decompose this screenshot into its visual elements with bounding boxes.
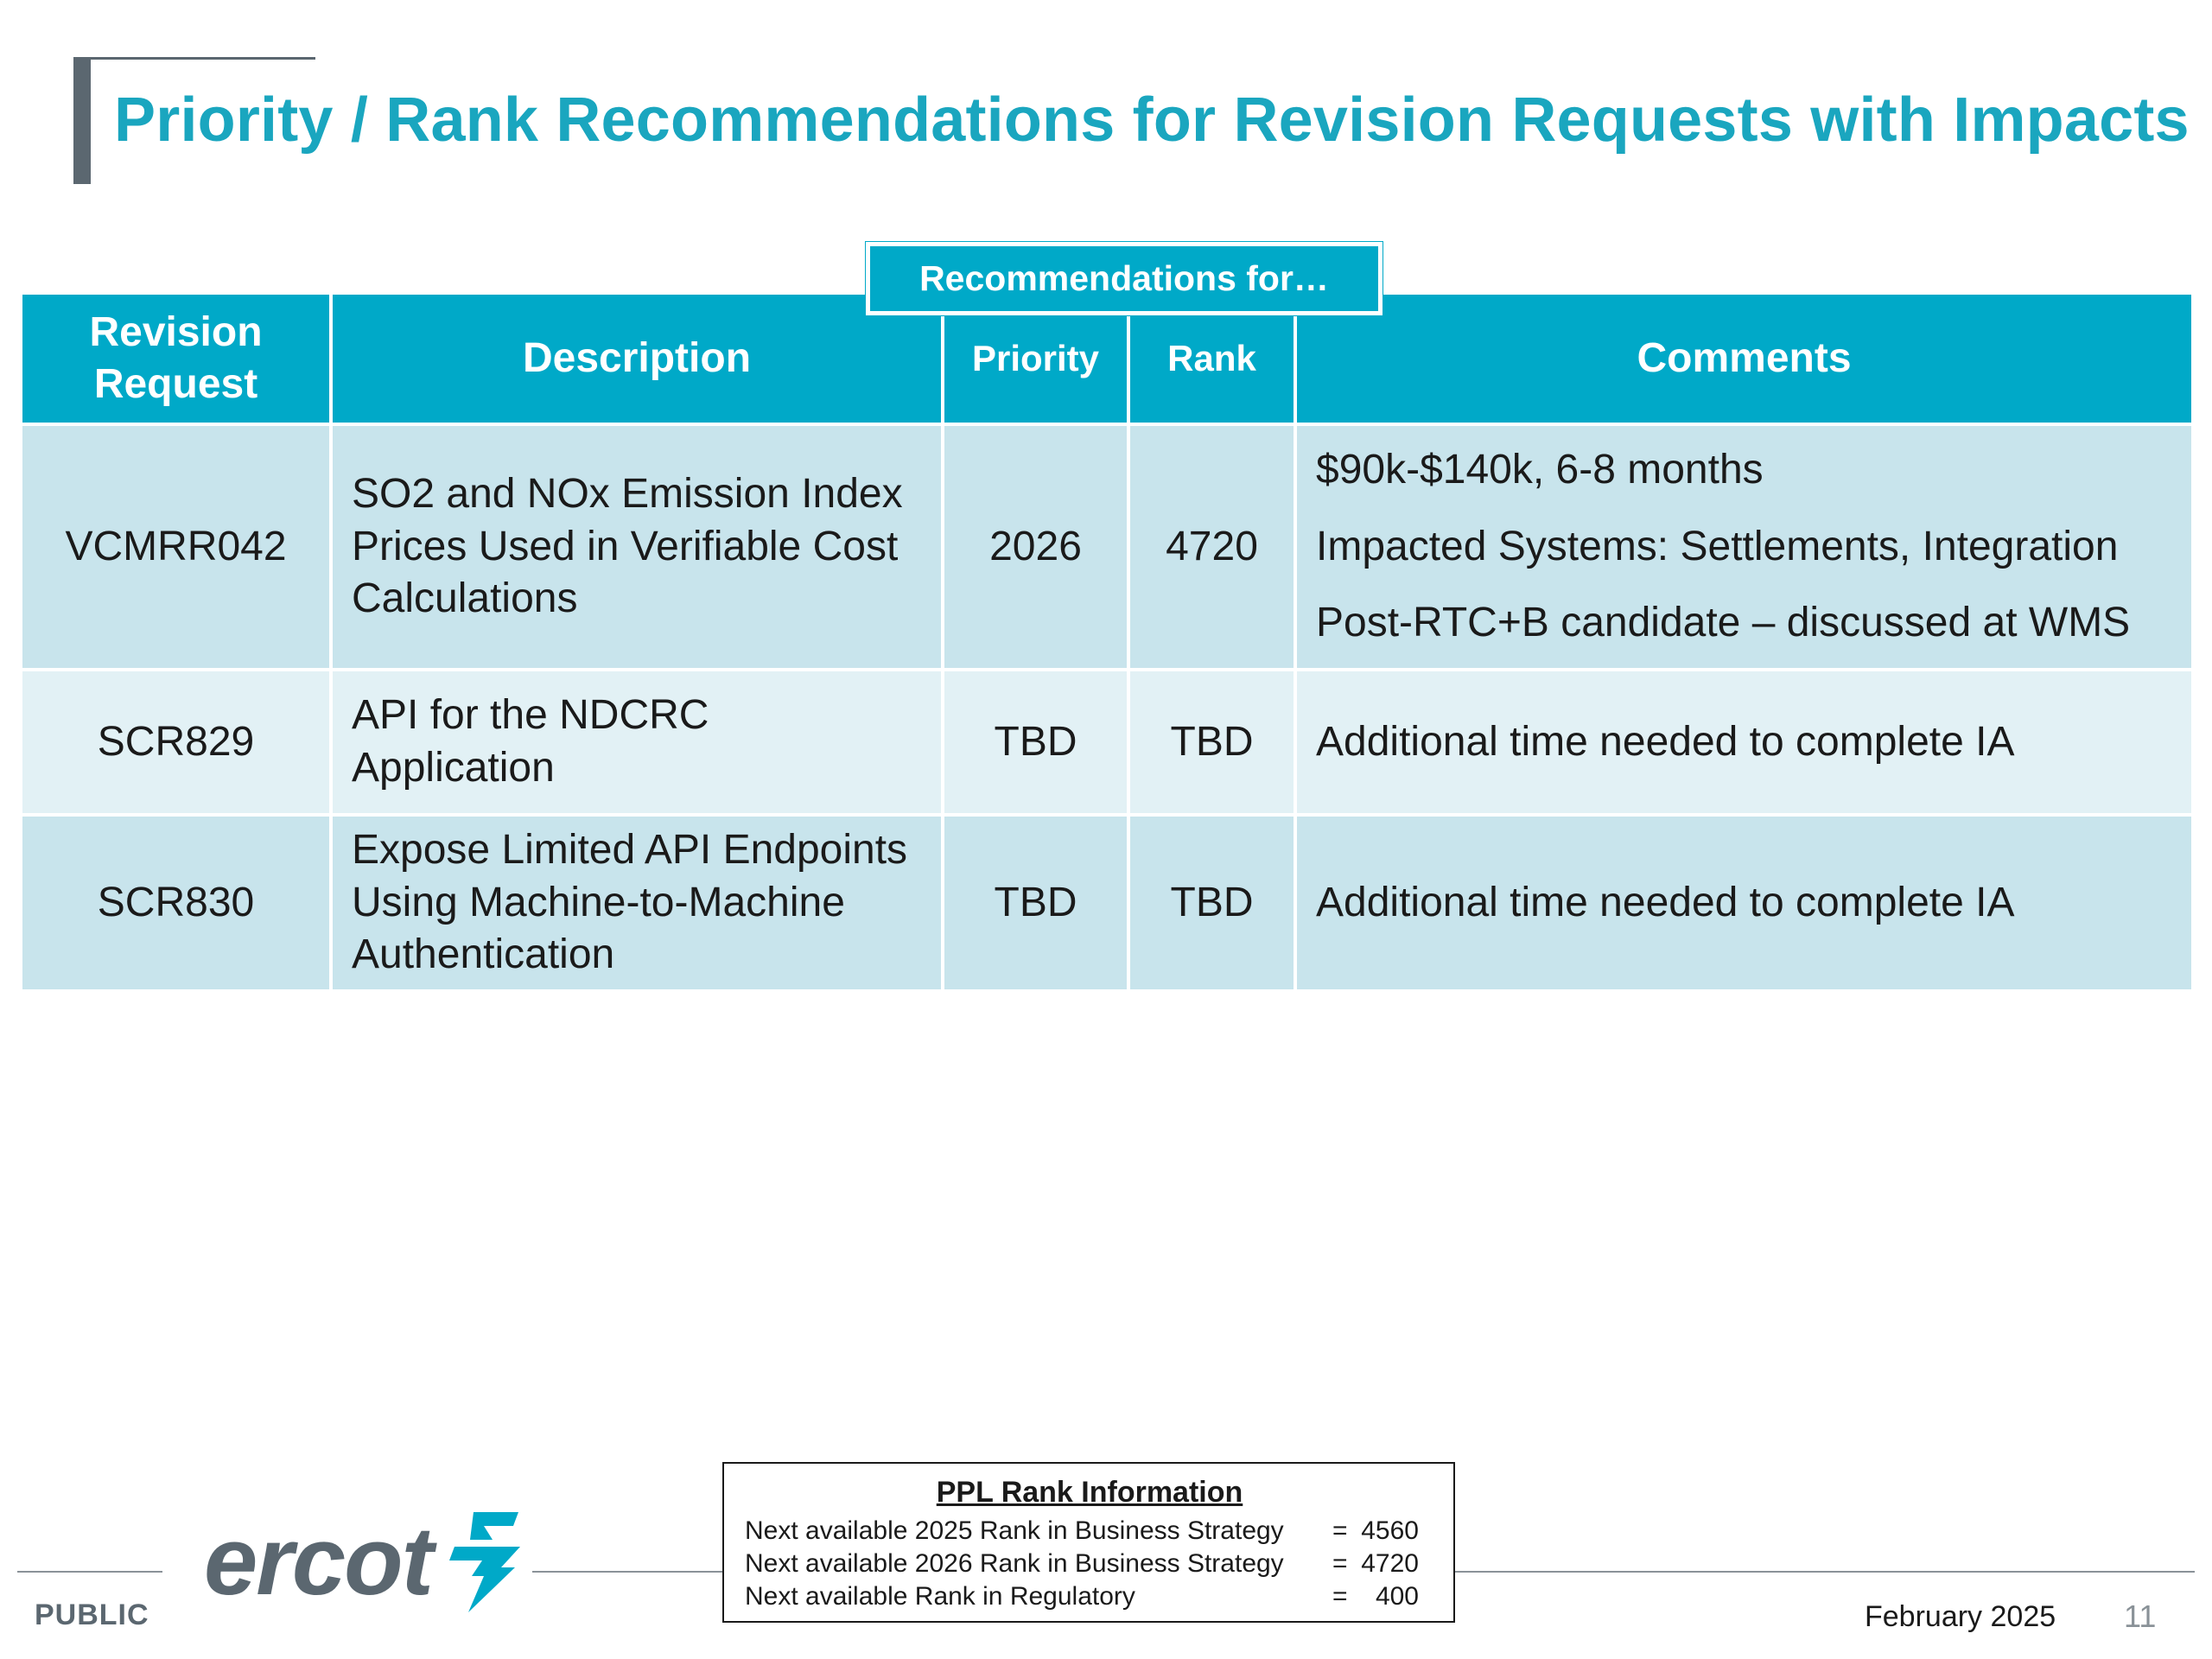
ppl-rank-value: 4560 <box>1361 1516 1419 1545</box>
cell-revision-request: SCR829 <box>22 671 333 817</box>
footer-divider-right <box>1455 1571 2195 1573</box>
revision-requests-table <box>22 295 2191 993</box>
ppl-rank-label: Next available 2025 Rank in Business Strategy <box>745 1516 1284 1545</box>
cell-comments <box>1297 426 2191 671</box>
footer-date: February 2025 <box>1865 1600 2056 1633</box>
cell-comments <box>1297 671 2191 817</box>
cell-priority: TBD <box>944 817 1130 993</box>
cell-priority: 2026 <box>944 426 1130 671</box>
ppl-rank-equals: = <box>1332 1549 1348 1578</box>
ercot-logo-mark-icon <box>439 1507 525 1618</box>
footer-divider-left <box>17 1571 162 1573</box>
cell-rank: TBD <box>1130 671 1297 817</box>
comment-line: $90k-$140k, 6-8 months <box>1316 446 1764 493</box>
comment-line: Post-RTC+B candidate – discussed at WMS <box>1316 600 2131 646</box>
cell-description: API for the NDCRC Application <box>333 671 944 817</box>
ppl-rank-row <box>745 1580 1434 1613</box>
ercot-logo <box>204 1503 525 1618</box>
ppl-rank-equals: = <box>1332 1582 1348 1611</box>
header-priority: Priority <box>944 295 1130 426</box>
header-revision-request: Revision Request <box>22 295 333 426</box>
cell-rank: TBD <box>1130 817 1297 993</box>
cell-description: Expose Limited API Endpoints Using Machine-to-Machine Authentication <box>333 817 944 993</box>
comment-line: Additional time needed to complete IA <box>1316 879 2015 925</box>
table-row <box>22 671 2191 817</box>
ppl-rank-info-box <box>722 1462 1455 1623</box>
cell-priority: TBD <box>944 671 1130 817</box>
page-number: 11 <box>2124 1599 2157 1634</box>
cell-description: SO2 and NOx Emission Index Prices Used in Verifiable Cost Calculations <box>333 426 944 671</box>
ppl-rank-label: Next available 2026 Rank in Business Strategy <box>745 1549 1284 1578</box>
header-rank: Rank <box>1130 295 1297 426</box>
cell-rank: 4720 <box>1130 426 1297 671</box>
logo-wordmark: ercot <box>204 1507 432 1615</box>
header-description: Description <box>333 295 944 426</box>
recommendations-tab-label: Recommendations for… <box>866 242 1382 315</box>
cell-revision-request: VCMRR042 <box>22 426 333 671</box>
ppl-rank-row <box>745 1515 1434 1548</box>
comment-line: Additional time needed to complete IA <box>1316 718 2015 765</box>
footer-divider-mid <box>532 1571 724 1573</box>
table-row <box>22 426 2191 671</box>
table-row <box>22 817 2191 993</box>
ppl-rank-label: Next available Rank in Regulatory <box>745 1582 1135 1611</box>
cell-comments <box>1297 817 2191 993</box>
ppl-rank-equals: = <box>1332 1516 1348 1545</box>
header-comments: Comments <box>1297 295 2191 426</box>
classification-label: PUBLIC <box>35 1599 149 1631</box>
ppl-rank-row <box>745 1548 1434 1580</box>
comment-line: Impacted Systems: Settlements, Integration <box>1316 523 2119 569</box>
ppl-rank-value: 400 <box>1375 1582 1419 1611</box>
ppl-rank-value: 4720 <box>1361 1549 1419 1578</box>
ppl-rank-info-title: PPL Rank Information <box>936 1476 1243 1509</box>
title-accent-bar <box>73 57 91 184</box>
cell-revision-request: SCR830 <box>22 817 333 993</box>
title-accent-rule <box>73 57 315 60</box>
page-title: Priority / Rank Recommendations for Revision Requests with Impacts <box>114 86 2190 155</box>
